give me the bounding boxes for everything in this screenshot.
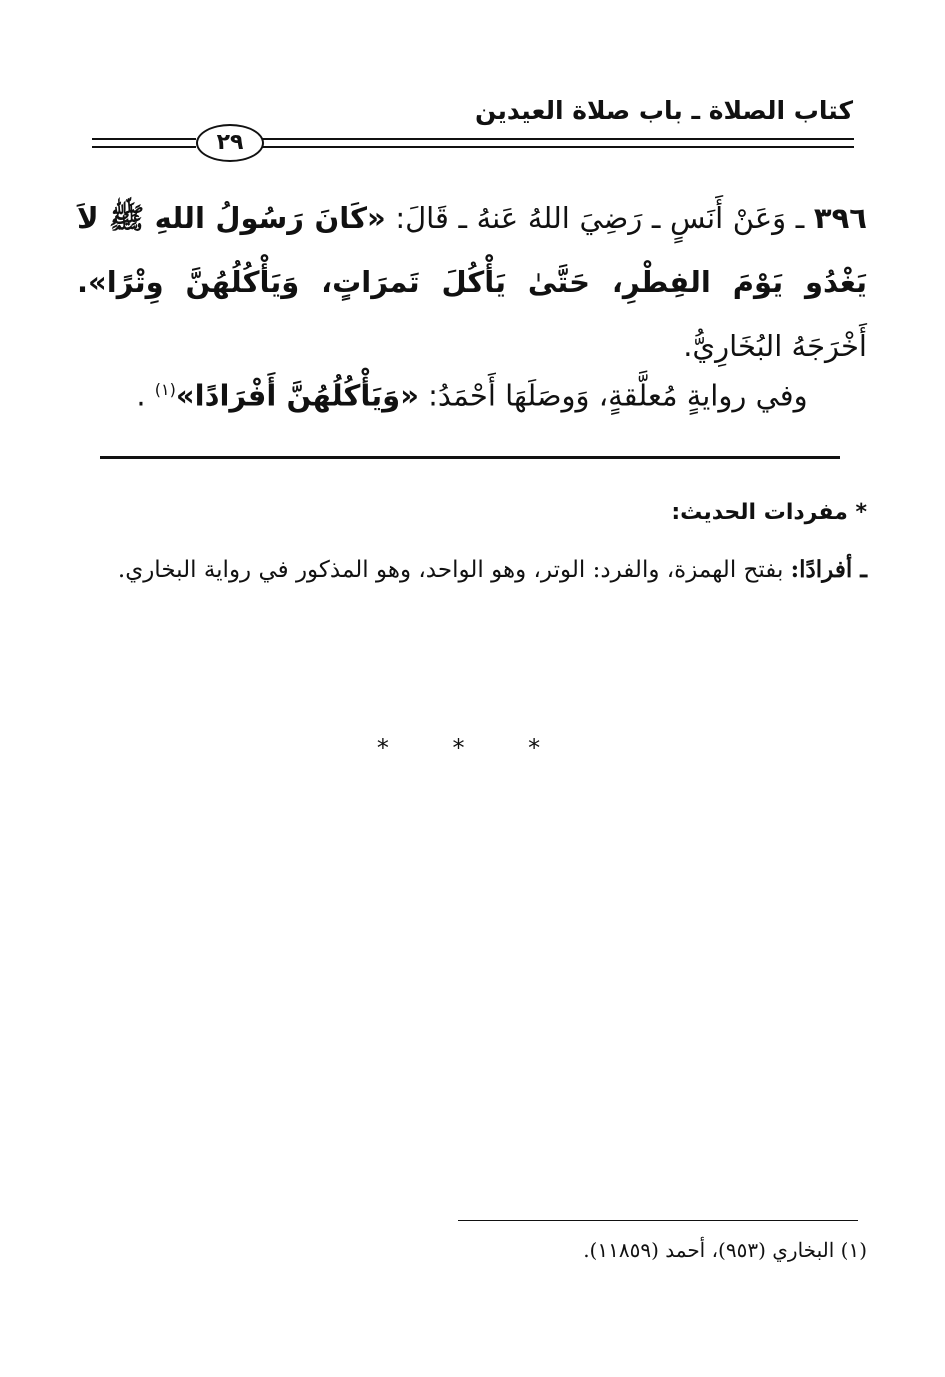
hadith-text xyxy=(77,186,867,378)
footnote-rule xyxy=(458,1220,858,1221)
footnote xyxy=(583,1238,867,1262)
footnote-text: البخاري (٩٥٣)، أحمد (١١٨٥٩). xyxy=(583,1238,835,1262)
variant-intro: وفي روايةٍ مُعلَّقةٍ، وَوصَلَهَا أَحْمَدُ: xyxy=(428,378,808,413)
section-rule xyxy=(100,456,840,459)
hadith-quote: «كَانَ رَسُولُ اللهِ ﷺ لاَ يَغْدُو يَوْمَ الفِطْرِ، حَتَّىٰ يَأْكُلَ تَمرَاتٍ، وَيَأْكُلُهُنَّ وِتْرًا». xyxy=(77,201,867,299)
hadith-narrator: ـ وَعَنْ أَنَسٍ ـ رَضِيَ اللهُ عَنهُ ـ قَالَ: xyxy=(395,201,805,235)
vocab-term: ـ أفرادًا: xyxy=(790,556,867,583)
footnote-ref: (١) xyxy=(154,380,176,399)
separator-asterisks: * * * xyxy=(376,734,569,762)
hadith-attribution: أَخْرَجَهُ البُخَارِيُّ. xyxy=(683,329,867,363)
variant-end: . xyxy=(136,378,146,413)
vocab-body xyxy=(87,548,867,592)
footnote-marker: (١) xyxy=(840,1238,867,1262)
vocab-title: * مفردات الحديث: xyxy=(671,500,867,525)
header-rule-right-top xyxy=(262,138,854,140)
variant-text xyxy=(77,358,867,428)
running-header: كتاب الصلاة ـ باب صلاة العيدين xyxy=(474,96,853,125)
variant-quote: «وَيَأْكُلُهُنَّ أَفْرَادًا» xyxy=(175,378,419,413)
header-rule-left-top xyxy=(92,138,196,140)
page-number: ٢٩ xyxy=(196,124,264,162)
header-rule-left-bottom xyxy=(92,146,196,148)
hadith-number: ٣٩٦ xyxy=(813,201,867,235)
vocab-definition: بفتح الهمزة، والفرد: الوتر، وهو الواحد، وهو المذكور في رواية البخاري. xyxy=(117,557,784,583)
header-rule-right-bottom xyxy=(262,146,854,148)
